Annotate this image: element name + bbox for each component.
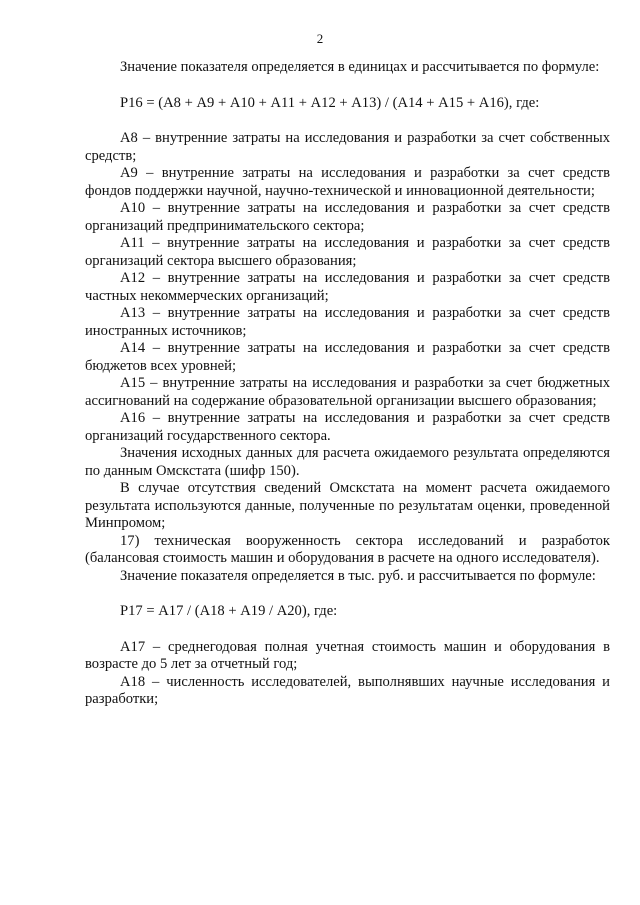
definition-a18: А18 – численность исследователей, выполнявших научные исследования и разработки; [85, 673, 610, 707]
definition-a10: А10 – внутренние затраты на исследования и разработки за счет средств организаций предпринимательского сектора; [85, 200, 610, 234]
page-number: 2 [316, 31, 324, 46]
document-body [85, 59, 610, 709]
definition-a12: А12 – внутренние затраты на исследования и разработки за счет средств частных некоммерческих организаций; [85, 270, 610, 304]
paragraph-p16-intro: Значение показателя определяется в единицах и рассчитывается по формуле: [120, 59, 600, 75]
paragraph-no-data-case: В случае отсутствия сведений Омскстата на момент расчета ожидаемого результата используются данные, полученные по результатам оценки, проведенной Минпромом; [85, 480, 610, 531]
definition-a13: А13 – внутренние затраты на исследования и разработки за счет средств иностранных источников; [85, 305, 610, 339]
paragraph-p17-intro: Значение показателя определяется в тыс. руб. и рассчитывается по формуле: [120, 567, 596, 584]
paragraph-item-17: 17) техническая вооруженность сектора исследований и разработок (балансовая стоимость машин и оборудования в расчете на одного исследователя). [85, 532, 610, 566]
definition-a16: А16 – внутренние затраты на исследования и разработки за счет средств организаций государственного сектора. [85, 410, 610, 444]
definition-a9: А9 – внутренние затраты на исследования и разработки за счет средств фондов поддержки научной, научно-технической и инновационной деятельности; [85, 165, 610, 199]
definition-a17: А17 – среднегодовая полная учетная стоимость машин и оборудования в возрасте до 5 лет за отчетный год; [85, 638, 610, 672]
paragraph-data-source: Значения исходных данных для расчета ожидаемого результата определяются по данным Омскстата (шифр 150). [85, 445, 610, 479]
definition-a11: А11 – внутренние затраты на исследования и разработки за счет средств организаций сектора высшего образования; [85, 235, 610, 269]
formula-p17: Р17 = А17 / (А18 + А19 / А20), где: [120, 603, 338, 619]
definition-a14: А14 – внутренние затраты на исследования и разработки за счет средств бюджетов всех уровней; [85, 340, 610, 374]
definition-a8: А8 – внутренние затраты на исследования и разработки за счет собственных средств; [85, 130, 610, 164]
formula-p16: Р16 = (А8 + А9 + А10 + А11 + А12 + А13) / (А14 + А15 + А16), где: [120, 94, 540, 111]
definition-a15: А15 – внутренние затраты на исследования и разработки за счет бюджетных ассигнований на содержание образовательной организации высшего образования; [85, 375, 610, 409]
